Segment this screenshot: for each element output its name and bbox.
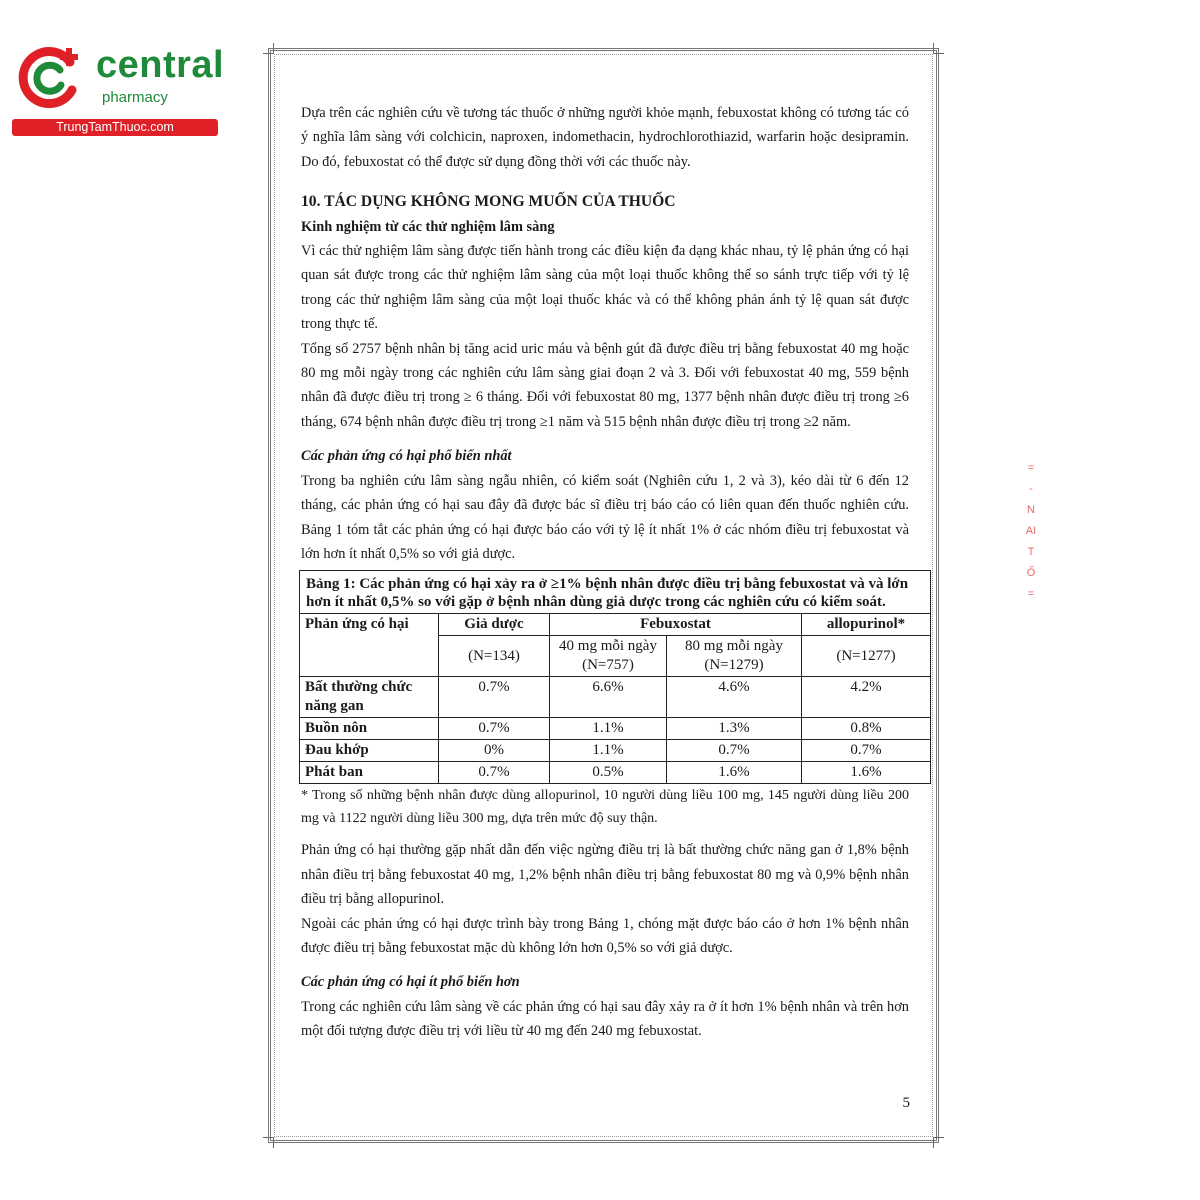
- cell-febuxostat-40: 0.5%: [550, 762, 667, 784]
- table-caption: Bảng 1: Các phản ứng có hại xảy ra ở ≥1% bệnh nhân được điều trị bằng febuxostat và và lớn hơn ít nhất 0,5% so với gặp ở bệnh nhân dùng giả dược trong các nghiên cứu có kiểm soát.: [300, 571, 931, 614]
- row-label: Buồn nôn: [300, 718, 439, 740]
- cell-placebo: 0%: [439, 740, 550, 762]
- less-common-reactions-title: Các phản ứng có hại ít phổ biến hơn: [301, 974, 520, 991]
- logo-url: TrungTamThuoc.com: [12, 119, 218, 136]
- header-febuxostat: Febuxostat: [550, 614, 802, 636]
- page-number: 5: [902, 1095, 910, 1111]
- cell-febuxostat-80: 1.6%: [667, 762, 802, 784]
- cell-placebo: 0.7%: [439, 677, 550, 718]
- stamp-marks: = - N AI T Ő =: [1025, 462, 1037, 600]
- frame-corner: [263, 1137, 274, 1148]
- cell-allopurinol: 0.7%: [802, 740, 931, 762]
- header-allopurinol: allopurinol*: [802, 614, 931, 636]
- subsection-title: Kinh nghiệm từ các thử nghiệm lâm sàng: [301, 218, 555, 235]
- frame-corner: [933, 43, 944, 54]
- frame-corner: [933, 1137, 944, 1148]
- cell-febuxostat-80: 0.7%: [667, 740, 802, 762]
- document-page: [268, 48, 939, 1143]
- cell-febuxostat-40: 1.1%: [550, 740, 667, 762]
- cell-febuxostat-80: 1.3%: [667, 718, 802, 740]
- table-footnote: * Trong số những bệnh nhân được dùng allopurinol, 10 người dùng liều 100 mg, 145 người dùng liều 200 mg và 1122 người dùng liều 300 mg, dựa trên mức độ suy thận.: [301, 788, 909, 827]
- row-label: Đau khớp: [300, 740, 439, 762]
- paragraph-patient-totals: Tổng số 2757 bệnh nhân bị tăng acid uric máu và bệnh gút đã được điều trị bằng febuxostat 40 mg hoặc 80 mg mỗi ngày trong các nghiên cứu lâm sàng giai đoạn 2 và 3. Đối với febuxostat 40 mg, 559 bệnh nhân đã được điều trị trong ≥ 6 tháng. Đối với febuxostat 80 mg, 1377 bệnh nhân được điều trị trong ≥6 tháng, 674 bệnh nhân được điều trị trong ≥1 năm và 515 bệnh nhân được điều trị trong ≥2 năm.: [301, 340, 909, 430]
- paragraph-randomized-studies: Trong ba nghiên cứu lâm sàng ngẫu nhiên, có kiểm soát (Nghiên cứu 1, 2 và 3), kéo dài từ 6 đến 12 tháng, các phản ứng có hại sau đây đã được bác sĩ điều trị báo cáo có liên quan đến thuốc nghiên cứu. Bảng 1 tóm tắt các phản ứng có hại được báo cáo với tỷ lệ ít nhất 1% ở các nhóm điều trị febuxostat và lớn hơn ít nhất 0,5% so với giả dược.: [301, 472, 909, 562]
- table-row: [300, 740, 931, 762]
- cell-placebo: 0.7%: [439, 762, 550, 784]
- cell-placebo: 0.7%: [439, 718, 550, 740]
- paragraph-clinical-trials: Vì các thử nghiệm lâm sàng được tiến hành trong các điều kiện đa dạng khác nhau, tỷ lệ phản ứng có hại quan sát được trong các thử nghiệm lâm sàng của một loại thuốc không thể so sánh trực tiếp với tỷ lệ trong các thử nghiệm lâm sàng của một loại thuốc khác và có thể không phản ánh tỷ lệ quan sát được trong thực tế.: [301, 243, 909, 333]
- row-label: Bất thường chức năng gan: [300, 677, 439, 718]
- n-allopurinol: (N=1277): [802, 636, 931, 677]
- logo-name: central: [96, 44, 225, 86]
- cell-allopurinol: 0.8%: [802, 718, 931, 740]
- table-row: [300, 762, 931, 784]
- frame-corner: [263, 43, 274, 54]
- logo-subtitle: pharmacy: [102, 89, 168, 106]
- row-label: Phát ban: [300, 762, 439, 784]
- cell-allopurinol: 1.6%: [802, 762, 931, 784]
- paragraph-less-common: Trong các nghiên cứu lâm sàng về các phản ứng có hại sau đây xảy ra ở ít hơn 1% bệnh nhân và trên hơn một đối tượng được điều trị với liều từ 40 mg đến 240 mg febuxostat.: [301, 998, 909, 1040]
- n-placebo: (N=134): [439, 636, 550, 677]
- n-febuxostat-40: 40 mg mỗi ngày (N=757): [550, 636, 667, 677]
- n-febuxostat-80: 80 mg mỗi ngày (N=1279): [667, 636, 802, 677]
- intro-paragraph: Dựa trên các nghiên cứu về tương tác thuốc ở những người khỏe mạnh, febuxostat không có tương tác có ý nghĩa lâm sàng với colchicin, naproxen, indomethacin, hydrochlorothiazid, warfarin hoặc desipramin. Do đó, febuxostat có thể được sử dụng đồng thời với các thuốc này.: [301, 105, 909, 170]
- table-row: [300, 718, 931, 740]
- section-title: 10. TÁC DỤNG KHÔNG MONG MUỐN CỦA THUỐC: [301, 193, 676, 211]
- cell-febuxostat-80: 4.6%: [667, 677, 802, 718]
- central-pharmacy-logo-icon: [14, 40, 86, 112]
- cell-febuxostat-40: 6.6%: [550, 677, 667, 718]
- paragraph-discontinuation: Phản ứng có hại thường gặp nhất dẫn đến việc ngừng điều trị là bất thường chức năng gan ở 1,8% bệnh nhân điều trị bằng febuxostat 40 mg, 1,2% bệnh nhân điều trị bằng febuxostat 80 mg và 0,9% bệnh nhân điều trị bằng allopurinol.: [301, 842, 909, 908]
- table-row: [300, 677, 931, 718]
- pharmacy-logo[interactable]: [10, 38, 225, 138]
- cell-febuxostat-40: 1.1%: [550, 718, 667, 740]
- header-reaction: Phản ứng có hại: [300, 614, 439, 677]
- document-content: [301, 101, 909, 1044]
- header-placebo: Giả dược: [439, 614, 550, 636]
- cell-allopurinol: 4.2%: [802, 677, 931, 718]
- paragraph-dizziness: Ngoài các phản ứng có hại được trình bày trong Bảng 1, chóng mặt được báo cáo ở hơn 1% bệnh nhân được điều trị bằng febuxostat mặc dù không lớn hơn 0,5% so với giả dược.: [301, 915, 909, 956]
- adverse-reactions-table: [299, 570, 931, 784]
- common-reactions-title: Các phản ứng có hại phổ biến nhất: [301, 448, 512, 465]
